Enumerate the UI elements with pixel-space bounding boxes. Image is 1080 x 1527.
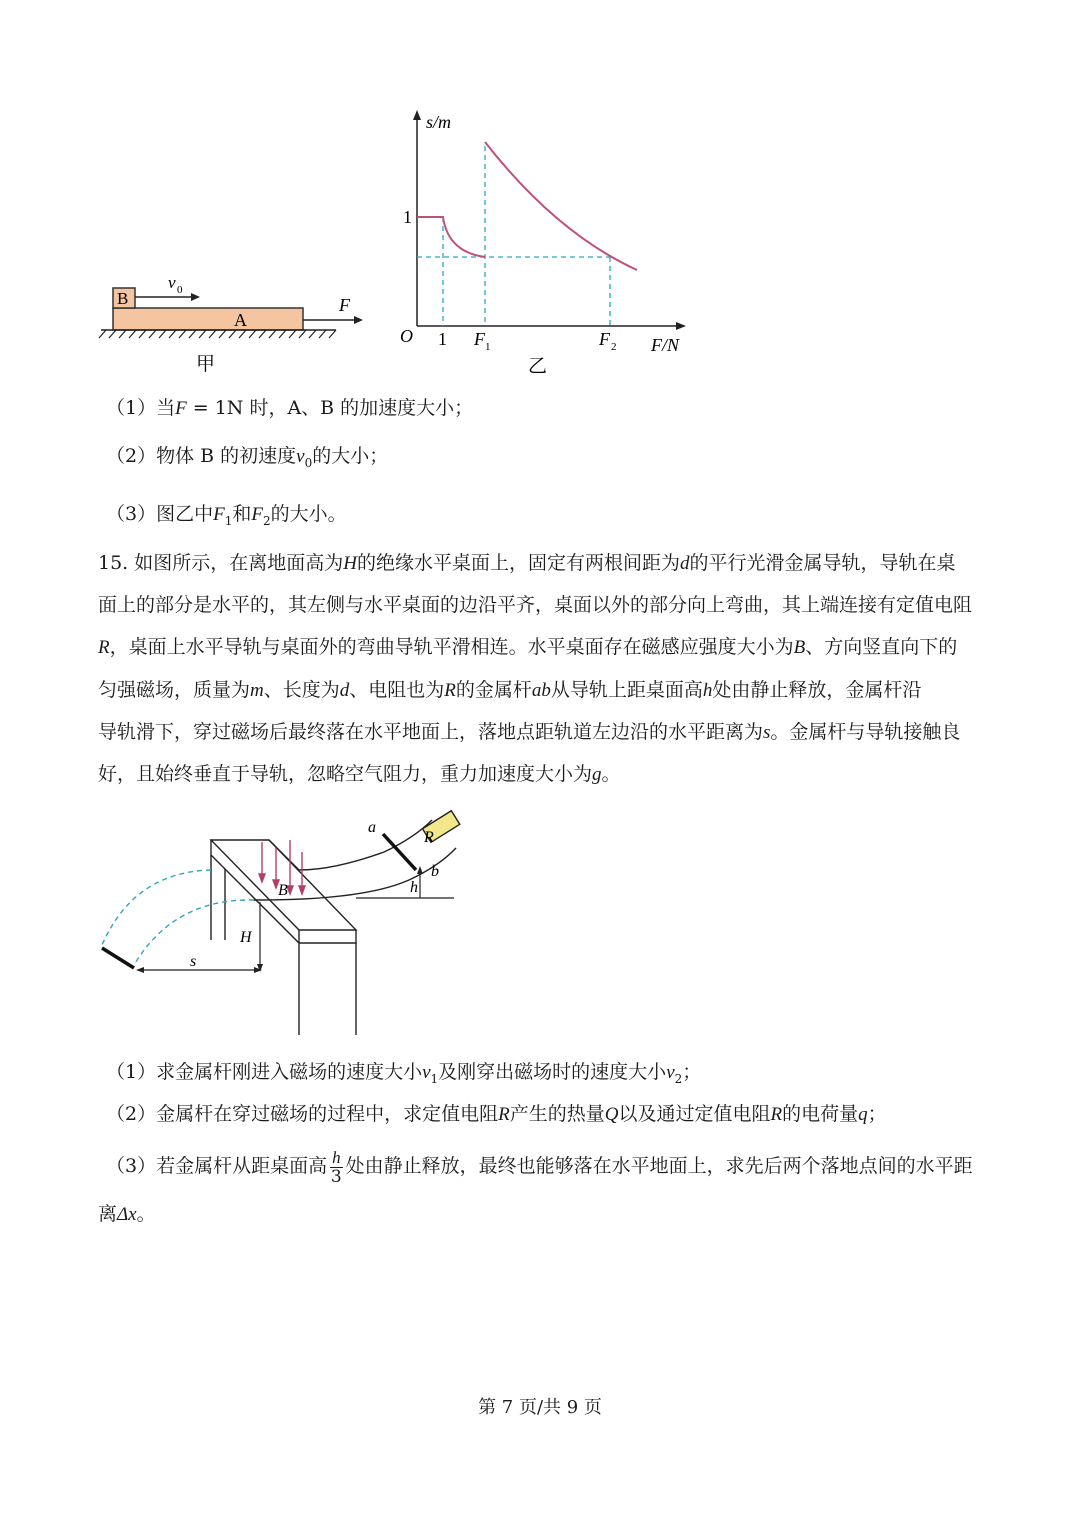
q15-l4-c: 、电阻也为: [349, 679, 445, 701]
figure-jia: [96, 268, 376, 378]
q15-l4-f: 从导轨上距桌面高: [550, 679, 703, 701]
s-arrow-left: [136, 967, 144, 973]
var-v-sub: 0: [304, 455, 313, 470]
x-tick-1: 1: [438, 329, 447, 349]
caption-yi: 乙: [528, 356, 548, 377]
origin-label: O: [400, 326, 413, 346]
var-Q: Q: [604, 1104, 619, 1125]
q15-l1-b: 的绝缘水平桌面上，固定有两根间距为: [357, 552, 681, 574]
q15-line5: [98, 718, 960, 747]
var-q: q: [858, 1104, 868, 1125]
q14-part3-mid: 和: [232, 503, 252, 525]
label-B: B: [278, 882, 288, 899]
q14-part3: [106, 500, 347, 535]
var-F2-sub: 2: [262, 513, 271, 528]
q15-l4-e: 的金属杆: [455, 679, 532, 701]
q14-part2-b: 的大小；: [312, 445, 389, 467]
var-H: H: [343, 553, 357, 574]
figure-15: [94, 800, 474, 1040]
var-R: R: [98, 637, 110, 658]
y-tick-1: 1: [403, 207, 412, 227]
var-R2: R: [444, 680, 456, 701]
fraction-num: h: [332, 1147, 341, 1167]
q15-line1: [98, 549, 956, 578]
q15-l3-a: ，桌面上水平导轨与桌面外的弯曲导轨平滑相连。水平桌面存在磁感应强度大小为: [109, 636, 794, 658]
q15-l4-a: 匀强磁场，质量为: [98, 679, 251, 701]
q15-l1-c: 的平行光滑金属导轨，导轨在桌: [689, 552, 956, 574]
page-footer: 第 7 页/共 9 页: [478, 1397, 602, 1418]
var-v2-sub: 2: [674, 1071, 683, 1086]
q14-part2: [106, 442, 388, 477]
q15-line2: 面上的部分是水平的，其左侧与水平桌面的边沿平齐，桌面以外的部分向上弯曲，其上端连接有定值电阻: [98, 594, 973, 616]
q15-l6-a: 好，且始终垂直于导轨，忽略空气阻力，重力加速度大小为: [98, 763, 593, 785]
rod-ab: [383, 834, 416, 870]
q15-line3: [98, 633, 957, 662]
label-s: s: [190, 953, 197, 970]
var-v1: v: [422, 1062, 431, 1083]
velocity-arrowhead: [191, 293, 200, 301]
q15-part3-cont: [98, 1200, 156, 1229]
q15-p2-e: ；: [867, 1103, 887, 1125]
var-h: h: [702, 680, 713, 701]
q15-part2: [106, 1100, 887, 1129]
q15-l5-a: 导轨滑下，穿过磁场后最终落在水平地面上，落地点距轨道左边沿的水平距离为: [98, 721, 764, 743]
var-dx: Δx: [117, 1204, 137, 1225]
label-R: R: [424, 829, 434, 846]
var-s: s: [763, 722, 771, 743]
caption-jia: 甲: [196, 354, 216, 375]
fraction-h-over-3: [330, 1149, 343, 1186]
q14-part1-a: （1）当: [106, 397, 176, 419]
q15-p2-c: 以及通过定值电阻: [618, 1103, 771, 1125]
label-H: H: [240, 929, 252, 946]
q15-l4-b: 、长度为: [263, 679, 340, 701]
x-tick-f1-sub: 1: [485, 341, 491, 353]
y-axis-arrowhead: [413, 110, 421, 120]
force-label: F: [339, 295, 350, 315]
q14-part2-a: （2）物体 B 的初速度: [106, 445, 297, 467]
q15-l6-b: 。: [601, 763, 621, 785]
landed-rod: [102, 948, 134, 968]
x-axis-arrowhead: [676, 322, 686, 330]
ground-hatch: [99, 330, 336, 338]
q15-p3b-b: 。: [136, 1203, 156, 1225]
q15-l3-b: 、方向竖直向下的: [805, 636, 958, 658]
var-g: g: [592, 764, 602, 785]
q15-p3b-a: 离: [98, 1203, 118, 1225]
q15-l4-g: 处由静止释放，金属杆沿: [712, 679, 922, 701]
velocity-sub: 0: [177, 284, 183, 296]
var-F1: F: [213, 504, 225, 525]
q14-part1-b: = 1N 时，A、B 的加速度大小；: [186, 397, 474, 419]
var-F1-sub: 1: [224, 513, 233, 528]
q14-part3-a: （3）图乙中: [106, 503, 214, 525]
var-B: B: [793, 637, 806, 658]
trajectories: [102, 870, 254, 965]
q15-l1-a: 15. 如图所示，在离地面高为: [98, 552, 344, 574]
q15-p3-a: （3）若金属杆从距桌面高: [106, 1155, 328, 1177]
y-axis-label: s/m: [426, 112, 452, 132]
force-arrowhead: [354, 316, 363, 324]
q15-p2-b: 产生的热量: [509, 1103, 605, 1125]
x-tick-f1: F: [474, 329, 485, 349]
q15-line4: [98, 676, 921, 705]
x-tick-f2-sub: 2: [611, 341, 617, 353]
var-m: m: [250, 680, 264, 701]
figure-yi: [396, 108, 696, 380]
q15-part3: [106, 1146, 973, 1186]
label-b: b: [431, 863, 439, 880]
var-F2: F: [251, 504, 263, 525]
q15-p2-a: （2）金属杆在穿过磁场的过程中，求定值电阻: [106, 1103, 499, 1125]
var-F: F: [175, 398, 187, 419]
q15-line6: [98, 760, 621, 789]
x-tick-f2: F: [599, 329, 610, 349]
q14-part3-b: 的大小。: [270, 503, 347, 525]
var-v: v: [296, 446, 305, 467]
block-a-label: A: [234, 310, 247, 330]
s-f-curve: [417, 142, 637, 270]
h-arrow-top: [417, 866, 423, 874]
var-ab: ab: [531, 680, 551, 701]
q15-p2-d: 的电荷量: [782, 1103, 859, 1125]
q15-p1-a: （1）求金属杆刚进入磁场的速度大小: [106, 1061, 423, 1083]
var-R3: R: [498, 1104, 510, 1125]
table: [211, 840, 356, 1035]
block-b-label: B: [117, 289, 129, 308]
q14-part1: [106, 394, 473, 423]
var-v1-sub: 1: [430, 1071, 439, 1086]
q15-p3-b: 处由静止释放，最终也能够落在水平地面上，求先后两个落地点间的水平距: [345, 1155, 973, 1177]
q15-p1-b: 及刚穿出磁场时的速度大小: [438, 1061, 667, 1083]
q15-l5-b: 。金属杆与导轨接触良: [770, 721, 961, 743]
q15-p1-c: ；: [682, 1061, 702, 1083]
q15-part1: [106, 1058, 701, 1093]
label-h: h: [410, 879, 418, 896]
var-d: d: [680, 553, 690, 574]
var-v2: v: [666, 1062, 675, 1083]
x-axis-label: F/N: [651, 335, 680, 355]
block-a: [113, 308, 303, 330]
label-a: a: [368, 819, 376, 836]
fraction-den: 3: [330, 1166, 342, 1187]
var-d2: d: [339, 680, 350, 701]
velocity-label: v: [168, 273, 176, 292]
var-R4: R: [770, 1104, 783, 1125]
